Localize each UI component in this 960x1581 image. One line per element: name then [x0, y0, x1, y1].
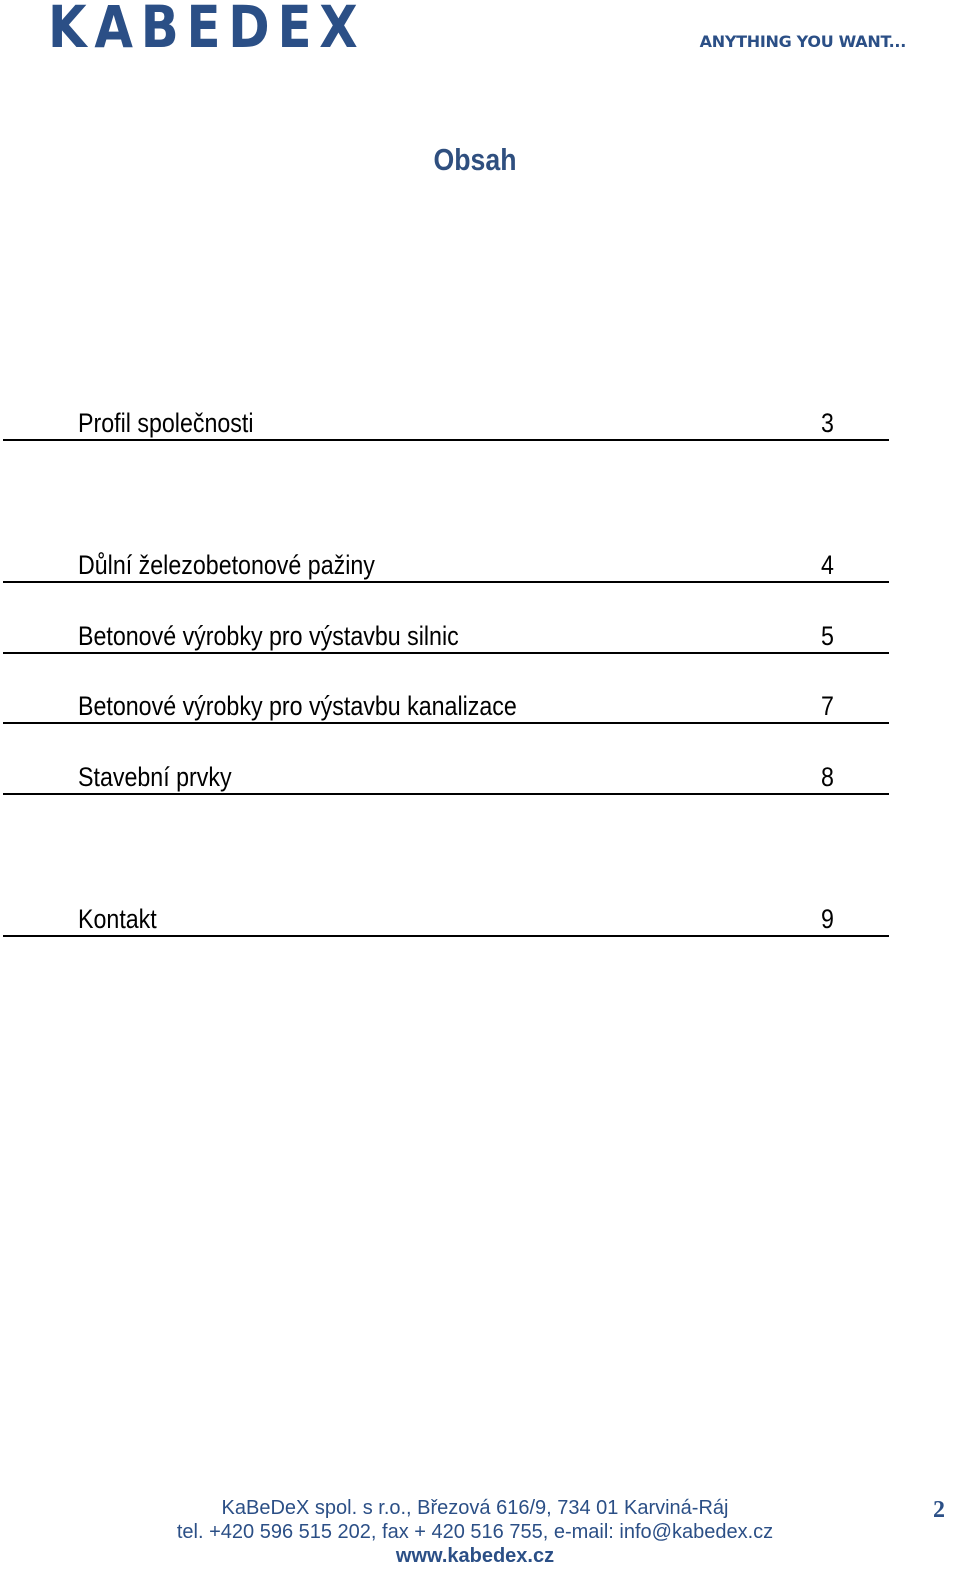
- toc-entry-label: Důlní železobetonové pažiny: [78, 550, 375, 580]
- brand-tagline: ANYTHING YOU WANT...: [699, 32, 906, 51]
- toc-entry-label: Kontakt: [78, 904, 157, 934]
- toc-entry-building-elements[interactable]: [3, 759, 889, 795]
- footer-contact: tel. +420 596 515 202, fax + 420 516 755, e-mail: info@kabedex.cz: [176, 1521, 774, 1543]
- toc-entry-page: 7: [821, 691, 834, 721]
- toc-entry-page: 3: [821, 408, 834, 438]
- toc-entry-road-products[interactable]: [3, 618, 889, 654]
- footer-address: KaBeDeX spol. s r.o., Březová 616/9, 734 01 Karviná-Ráj: [221, 1497, 729, 1519]
- toc-entry-sewer-products[interactable]: [3, 688, 889, 724]
- toc-entry-label: Betonové výrobky pro výstavbu kanalizace: [78, 691, 517, 721]
- toc-title: Obsah: [433, 142, 517, 177]
- kabedex-logo: KABEDEX: [48, 0, 366, 61]
- toc-entry-page: 8: [821, 762, 834, 792]
- toc-entry-contact[interactable]: [3, 901, 889, 937]
- toc-entry-page: 4: [821, 550, 834, 580]
- toc-entry-page: 9: [821, 904, 834, 934]
- toc-entry-label: Stavební prvky: [78, 762, 232, 792]
- footer-website-link[interactable]: www.kabedex.cz: [395, 1545, 555, 1567]
- toc-entry-mine-linings[interactable]: [3, 547, 889, 583]
- toc-entry-page: 5: [821, 621, 834, 651]
- toc-entry-label: Betonové výrobky pro výstavbu silnic: [78, 621, 459, 651]
- toc-entry-company-profile[interactable]: [3, 405, 889, 441]
- toc-entry-label: Profil společnosti: [78, 408, 254, 438]
- page-number: 2: [933, 1497, 945, 1523]
